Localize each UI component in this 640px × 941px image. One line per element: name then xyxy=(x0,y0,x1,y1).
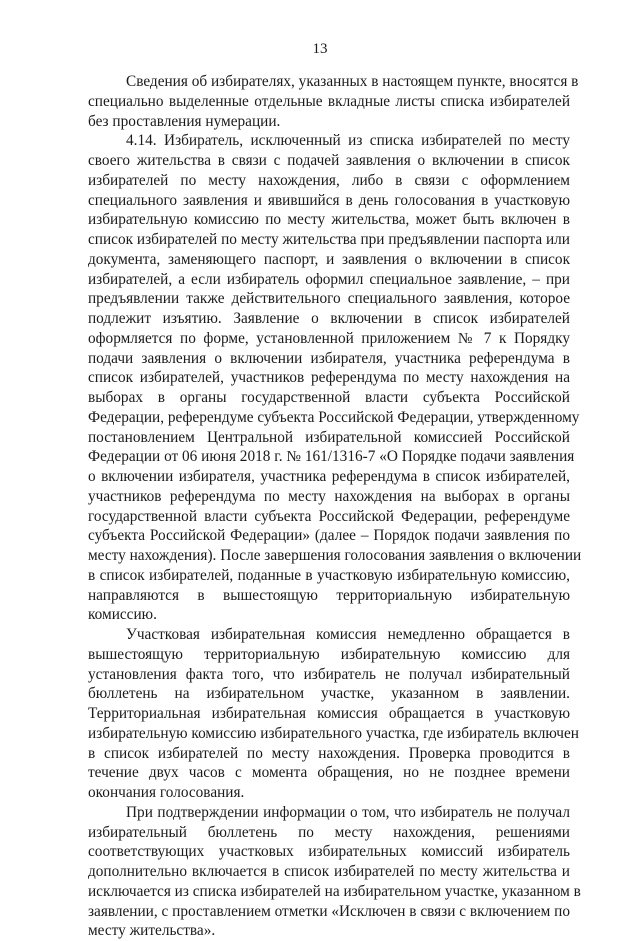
text-line: подлежит изъятию. Заявление о включении в список избирателей xyxy=(88,310,570,327)
text-line: без проставления нумерации. xyxy=(88,112,281,130)
text-line: заявлении, с проставлением отметки «Исключен в связи с включением по xyxy=(88,902,570,920)
text-line: вышестоящую территориальную избирательную комиссию для xyxy=(88,645,570,663)
text-line: избирательный бюллетень по месту нахождения, решениями xyxy=(88,823,570,841)
text-line: своего жительства в связи с подачей заявления о включении в список xyxy=(88,152,570,169)
text-line: установления факта того, что избиратель не получал избирательный xyxy=(88,665,570,683)
page-number: 13 xyxy=(312,41,328,57)
text-line: государственной власти субъекта Российской Федерации, референдуме xyxy=(88,507,570,525)
text-line: оформляется по форме, установленной приложением № 7 к Порядку xyxy=(88,329,570,347)
text-line: течение двух часов с момента обращения, но не позднее времени xyxy=(88,764,570,782)
paragraph-3 xyxy=(88,625,579,803)
text-line: в список избирателей, поданные в участковую избирательную комиссию, xyxy=(88,566,570,584)
text-line: исключается из списка избирателей на избирательном участке, указанном в xyxy=(88,882,581,900)
text-line: месту жительства». xyxy=(88,922,216,940)
text-line: участников референдума по месту нахождения на выборах в органы xyxy=(88,487,570,505)
text-line: избирателей, а если избиратель оформил специальное заявление, – при xyxy=(88,270,570,288)
text-line: Федерации от 06 июня 2018 г. № 161/1316-7 «О Порядке подачи заявления xyxy=(88,448,575,466)
text-line: Участковая избирательная комиссия немедленно обращается в xyxy=(126,626,570,643)
text-line: подачи заявления о включении избирателя, участника референдума в xyxy=(88,349,570,367)
text-line: в список избирателей по месту нахождения. Проверка проводится в xyxy=(88,744,570,762)
text-line: избирателей по месту нахождения, либо в связи с оформлением xyxy=(88,171,570,189)
text-line: Сведения об избирателях, указанных в настоящем пункте, вносятся в xyxy=(126,73,579,90)
text-line: избирательную комиссию избирательного участка, где избиратель включен xyxy=(88,724,579,742)
text-line: бюллетень на избирательном участке, указанном в заявлении. xyxy=(88,685,570,703)
text-line: месту нахождения). После завершения голосования заявления о включении xyxy=(88,547,582,564)
text-line: соответствующих участковых избирательных комиссий избиратель xyxy=(88,843,570,861)
text-line: о включении избирателя, участника референдума в список избирателей, xyxy=(88,468,570,485)
text-line: специального заявления и явившийся в день голосования в участковую xyxy=(88,191,570,209)
text-line: направляются в вышестоящую территориальную избирательную xyxy=(88,586,570,604)
text-line: 4.14. Избиратель, исключенный из списка избирателей по месту xyxy=(126,132,570,150)
text-line: При подтверждении информации о том, что избиратель не получал xyxy=(126,803,570,821)
text-line: выборах в органы государственной власти субъекта Российской xyxy=(88,389,570,406)
text-line: Территориальная избирательная комиссия обращается в участковую xyxy=(88,705,570,722)
text-line: список избирателей по месту жительства при предъявлении паспорта или xyxy=(88,231,570,248)
text-line: предъявлении также действительного специального заявления, которое xyxy=(88,290,570,308)
text-line: постановлением Центральной избирательной комиссией Российской xyxy=(88,428,570,446)
text-line: комиссию. xyxy=(88,606,157,624)
text-line: специально выделенные отдельные вкладные листы списка избирателей xyxy=(88,92,570,110)
text-line: избирательную комиссию по месту жительства, может быть включен в xyxy=(88,211,570,229)
text-line: субъекта Российской Федерации» (далее – Порядок подачи заявления по xyxy=(88,527,570,545)
paragraph-2 xyxy=(88,131,582,625)
text-line: список избирателей, участников референдума по месту нахождения на xyxy=(88,369,570,387)
paragraph-4 xyxy=(88,803,581,941)
text-line: окончания голосования. xyxy=(88,784,245,801)
text-line: Федерации, референдуме субъекта Российской Федерации, утвержденному xyxy=(88,408,580,426)
text-line: дополнительно включается в список избирателей по месту жительства и xyxy=(88,863,570,880)
document-body xyxy=(88,72,582,941)
text-line: документа, заменяющего паспорт, и заявления о включении в список xyxy=(88,250,570,268)
paragraph-1 xyxy=(88,72,579,131)
